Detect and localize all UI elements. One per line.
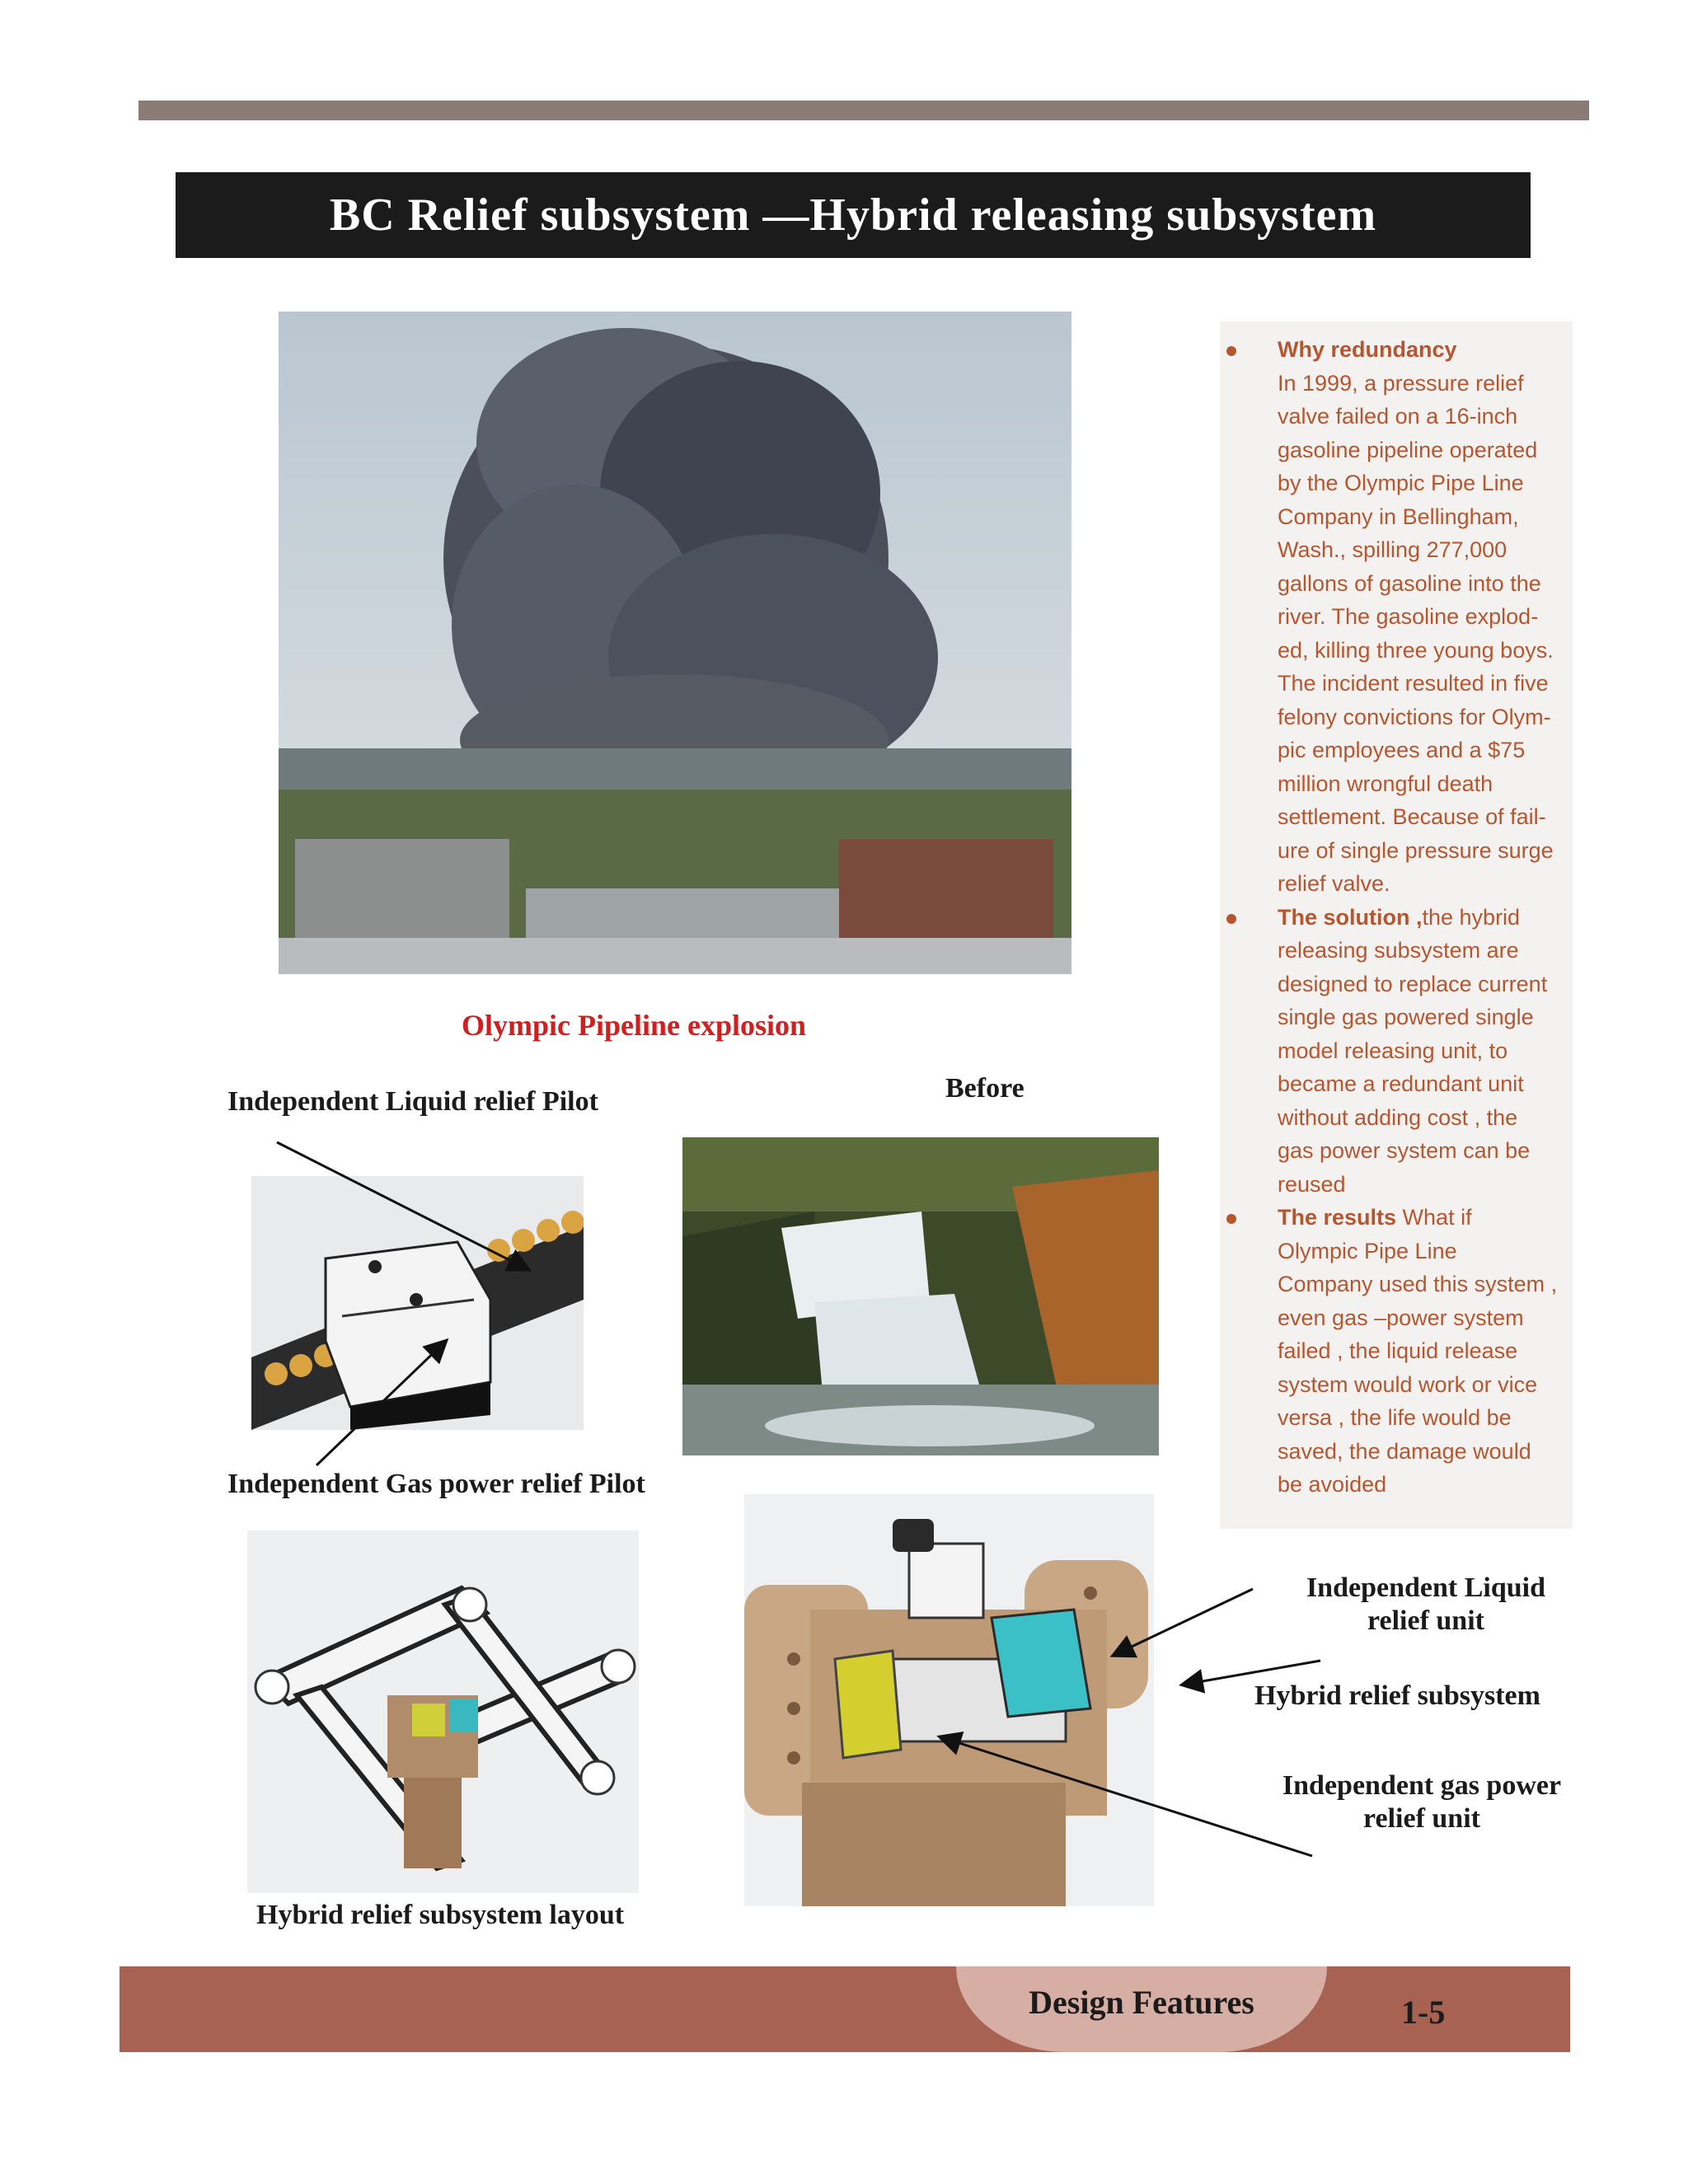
waterfall-photo [682, 1137, 1159, 1455]
bullet-icon [1226, 346, 1236, 356]
pilot-arrows [247, 1129, 544, 1475]
gas-pilot-arrow [316, 1342, 445, 1465]
footer-section-label: Design Features [1029, 1984, 1254, 2021]
sidebar-item-heading: The results [1278, 1205, 1397, 1230]
explosion-caption: Olympic Pipeline explosion [462, 1009, 807, 1042]
layout-caption: Hybrid relief subsystem layout [256, 1900, 625, 1930]
gas-unit-arrow [941, 1737, 1312, 1856]
liquid-unit-arrow [1114, 1589, 1253, 1655]
before-caption: Before [945, 1073, 1025, 1104]
top-rule [138, 101, 1589, 120]
liquid-unit-label-line2: relief unit [1367, 1605, 1484, 1636]
liquid-unit-label [1269, 1572, 1582, 1638]
hybrid-subsystem-label: Hybrid relief subsystem [1254, 1680, 1540, 1711]
title-banner [176, 172, 1531, 258]
bullet-icon [1226, 914, 1236, 924]
footer-bar [120, 1966, 1570, 2052]
liquid-pilot-caption: Independent Liquid relief Pilot [227, 1086, 598, 1117]
sidebar-item-body: In 1999, a pressure relief valve failed on a 16-inch gasoline pipeline operated by the Olympic Pipe Line Company in Bellingham, Wash., spilling 277,000 gallons of gasoline into the river. The gasoline explod-ed, killing three young boys. The incident resulted in five felony convictions for Olym-pic employees and a $75 million wrongful death settlement. Because of fail-ure of single pressure surge relief valve. [1278, 370, 1554, 896]
bullet-icon [1226, 1214, 1236, 1224]
page-title: BC Relief subsystem —Hybrid releasing subsystem [329, 190, 1377, 241]
page-number: 1-5 [1401, 1994, 1446, 2031]
sidebar-panel [1220, 321, 1573, 1529]
layout-cad-image [247, 1530, 639, 1893]
explosion-photo [279, 312, 1071, 974]
sidebar-item-heading: Why redundancy [1278, 337, 1457, 362]
sidebar-item-heading: The solution , [1278, 904, 1423, 930]
gas-unit-label-line2: relief unit [1363, 1803, 1480, 1834]
liquid-unit-label-line1: Independent Liquid [1306, 1572, 1546, 1603]
sidebar-item-results [1220, 1201, 1558, 1502]
sidebar-item-body: the hybrid releasing subsystem are designed to replace current single gas powered single model releasing unit, to became a redundant unit without adding cost , the gas power system can be reused [1278, 904, 1548, 1197]
sidebar-item-solution [1220, 901, 1558, 1202]
sidebar-list [1220, 321, 1573, 1502]
gas-unit-label [1261, 1769, 1582, 1835]
gas-unit-label-line1: Independent gas power [1282, 1770, 1562, 1801]
gas-pilot-caption: Independent Gas power relief Pilot [227, 1469, 645, 1499]
sidebar-item-why-redundancy [1220, 333, 1558, 901]
liquid-pilot-arrow [277, 1142, 528, 1269]
sidebar-item-body: What if Olympic Pipe Line Company used this system , even gas –power system failed , the liquid release system would work or vice versa , the life would be saved, the damage would be avoided [1278, 1205, 1558, 1497]
